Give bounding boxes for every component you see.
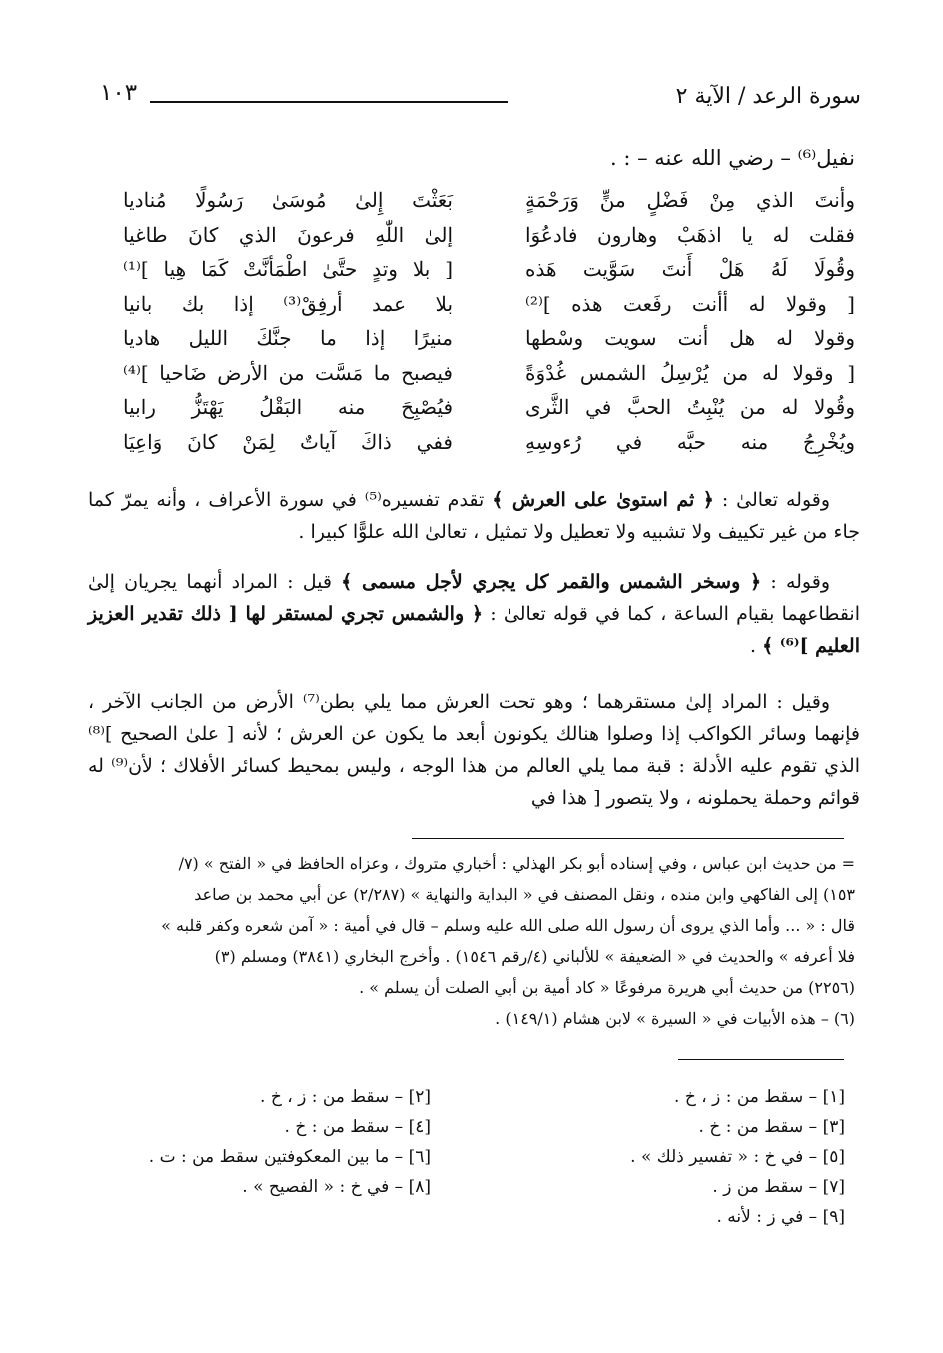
- variant-note: [٣] – سقط من : خ .: [698, 1117, 845, 1137]
- variant-notes-right: [630, 1082, 845, 1232]
- poem-column-right: [525, 183, 855, 459]
- variants-rule: [678, 1059, 844, 1060]
- footnote-line: فلا أعرفه » والحديث في « الضعيفة » للألباني (٤/رقم ١٥٤٦) . وأخرج البخاري (٣٨٤١) ومسلم (٣): [214, 947, 855, 966]
- variant-note: [٢] – سقط من : ز ، خ .: [260, 1087, 431, 1107]
- footnote-line: = من حديث ابن عباس ، وفي إسناده أبو بكر الهذلي : أخباري متروك ، وعزاه الحافظ في « الفتح » (٧/: [178, 854, 855, 873]
- paragraph-sun-moon: [88, 566, 860, 662]
- poem-verse: وقولا له هل أنت سويت وسْطها: [525, 326, 855, 350]
- poem-verse: وقُولَا لَهُ هَلْ أَنتَ سَوَّيت هَذه: [525, 257, 855, 281]
- footnotes: [95, 848, 855, 1034]
- paragraph-mustaqar: [88, 686, 860, 814]
- variant-note: [٤] – سقط من : خ .: [284, 1117, 431, 1137]
- poem-verse: وأنتَ الذي مِنْ فَضْلٍ منٍّ وَرَحْمَةٍ: [525, 188, 855, 212]
- variant-note: [٥] – في خ : « تفسير ذلك » .: [630, 1147, 845, 1167]
- variant-note: [٨] – في خ : « الفصيح » .: [242, 1177, 431, 1197]
- poem-verse: منيرًا إذا ما جنَّكَ الليل هاديا: [123, 326, 453, 350]
- page-number: ١٠٣: [100, 80, 138, 106]
- poem-verse: فقلت له يا اذهَبْ وهارون فادعُوَا: [525, 222, 855, 247]
- header-rule: [150, 101, 508, 103]
- poem-verse: بلا عمد أرفِقْ⁽³⁾ إذا بك بانيا: [123, 291, 454, 316]
- paragraph-istawa: [88, 484, 860, 548]
- poem-verse: بَعَثْتَ إِلىٰ مُوسَىٰ رَسُولًا مُناديا: [123, 188, 453, 212]
- quran-quote: ﴿ وسخر الشمس والقمر كل يجري لأجل مسمى ﴾: [341, 571, 762, 593]
- poem-verse: ففي ذاكَ آياتٌ لِمَنْ كانَ وَاعِيَا: [123, 429, 453, 454]
- paragraph-text: .: [749, 635, 763, 657]
- variant-note: [٩] – في ز : لأنه .: [716, 1207, 845, 1227]
- poem-verse: ويُخْرِجُ منه حبَّه في رُءوسِهِ: [525, 429, 855, 454]
- paragraph-text: تقدم تفسيره⁽⁵⁾ في سورة الأعراف ، وأنه يمرّ كما جاء من غير تكييف ولا تشبيه ولا تعطيل ولا تمثيل ، تعالىٰ الله علوًّا كبيرا .: [88, 489, 860, 543]
- variant-note: [١] – سقط من : ز ، خ .: [674, 1087, 845, 1107]
- paragraph-text: وقيل : المراد إلىٰ مستقرهما ؛ وهو تحت العرش مما يلي بطن⁽⁷⁾ الأرض من الجانب الآخر ، فإنهما وسائر الكواكب إذا وصلوا هنالك يكونون أبعد ما يكون عن العرش ؛ لأنه [ علىٰ الصحيح ]⁽⁸⁾ الذي تقوم عليه الأدلة : قبة مما يلي العالم من هذا الوجه ، وليس بمحيط كسائر الأفلاك ؛ لأن⁽⁹⁾ له قوائم وحملة يحملونه ، ولا يتصور [ هذا في: [88, 691, 861, 809]
- footnote-line: (٢٢٥٦) من حديث أبي هريرة مرفوعًا « كاد أمية بن أبي الصلت أن يسلم » .: [359, 978, 855, 997]
- poem-column-left: [123, 183, 453, 459]
- footnote-rule: [412, 838, 844, 839]
- variant-note: [٦] – ما بين المعكوفتين سقط من : ت .: [148, 1147, 431, 1167]
- poem-verse: فيُصْبِحَ منه البَقْلُ يَهْتَزُّ رابيا: [123, 395, 453, 419]
- running-header-title: سورة الرعد / الآية ٢: [675, 84, 861, 109]
- poem-verse: وقُولا له من يُنْبِتُ الحبَّ في الثَّرى: [525, 395, 855, 419]
- paragraph-text: وقوله :: [761, 571, 830, 593]
- poem-verse: [ وقولا له أأنت رفَعت هذه ]⁽²⁾: [525, 291, 855, 316]
- intro-line: نفيل⁽⁶⁾ – رضي الله عنه – : .: [610, 146, 855, 170]
- footnote-line: ١٥٣) إلى الفاكهي وابن منده ، ونقل المصنف في « البداية والنهاية » (٢/٢٨٧) عن أبي محمد بن صاعد: [194, 885, 855, 904]
- poem-verse: [ وقولا له من يُرْسِلُ الشمس غُدْوَةً: [525, 360, 855, 385]
- poem-verse: إلىٰ اللّٰهِ فرعونَ الذي كانَ طاغيا: [123, 222, 453, 247]
- quran-quote: ﴿ ثم استوىٰ على العرش ﴾: [492, 489, 714, 511]
- quran-quote: ﴿ والشمس تجري لمستقر لها [ ذلك تقدير العزيز العليم ]⁽⁶⁾ ﴾: [88, 603, 860, 657]
- paragraph-text: قيل : المراد أنهما يجريان إلىٰ انقطاعهما بقيام الساعة ، كما في قوله تعالىٰ :: [88, 571, 860, 625]
- poem-verse: [ بلا وتدٍ حتَّىٰ اطْمَأنَّتْ كَمَا هِيا ]⁽¹⁾: [123, 257, 453, 281]
- poem-verse: فيصبح ما مَسَّت من الأرض ضَاحيا ]⁽⁴⁾: [123, 360, 453, 385]
- footnote-line: قال : « ... وأما الذي يروى أن رسول الله صلى الله عليه وسلم – قال في أمية : « آمن شعره وكفر قلبه »: [161, 916, 855, 935]
- paragraph-text: وقوله تعالىٰ :: [713, 489, 831, 511]
- footnote-line: (٦) – هذه الأبيات في « السيرة » لابن هشام (١٤٩/١) .: [495, 1009, 855, 1028]
- variant-notes-left: [149, 1082, 431, 1202]
- variant-note: [٧] – سقط من ز .: [712, 1177, 845, 1197]
